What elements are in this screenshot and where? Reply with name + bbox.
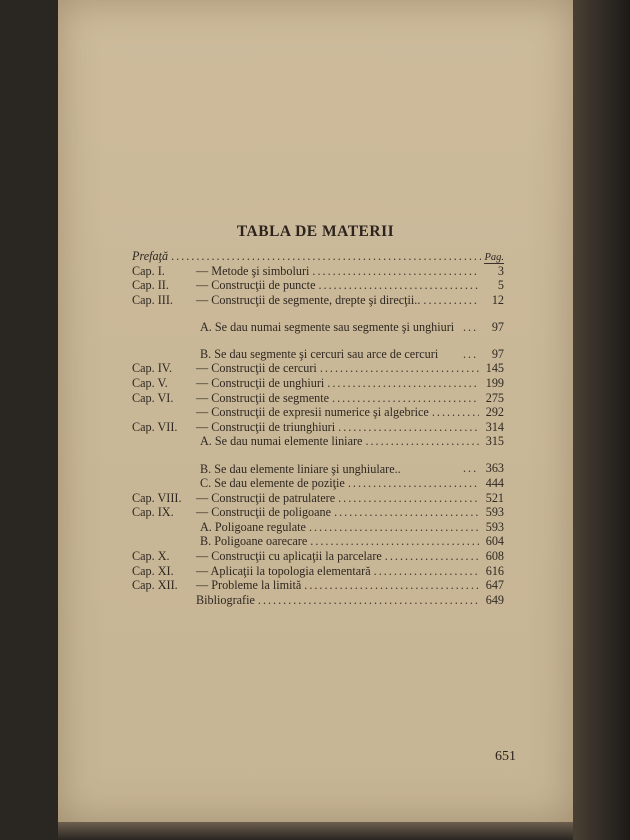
toc-row (132, 334, 504, 361)
chapter-number: Cap. IX. (132, 505, 174, 520)
book-page (58, 0, 573, 822)
page-ref: 363 (485, 461, 504, 476)
chapter-title: — Construcţii cu aplicaţii la parcelare (196, 548, 382, 563)
chapter-number: Cap. V. (132, 375, 168, 390)
toc-row (132, 520, 504, 535)
toc-row (132, 420, 504, 435)
toc-row (132, 264, 504, 279)
leader-dots (338, 420, 479, 435)
leader-dots (312, 264, 479, 279)
chapter-title: — Construcţii de segmente (196, 390, 330, 405)
book-bottom-shadow (58, 822, 573, 840)
chapter-number: Cap. XII. (132, 578, 178, 593)
chapter-title: A. Se dau numai segmente sau segmente şi unghiuri (200, 320, 455, 335)
leader-dots (365, 434, 479, 449)
chapter-number: Cap. IV. (132, 361, 173, 376)
chapter-title: — Construcţii de puncte (196, 278, 316, 293)
toc-entries (132, 264, 504, 608)
page-ref: 647 (485, 578, 504, 593)
page-ref: 444 (485, 475, 504, 490)
chapter-title: C. Se dau elemente de poziţie (200, 475, 345, 490)
page-ref: 315 (485, 434, 504, 449)
page-ref: 3 (497, 263, 504, 278)
toc-row (132, 307, 504, 334)
leader-dots (432, 405, 479, 420)
toc-row (132, 449, 504, 476)
toc-row (132, 293, 504, 308)
chapter-title: — Construcţii de triunghiuri (196, 419, 336, 434)
leader-dots (327, 376, 479, 391)
book-edge-shadow (573, 0, 630, 840)
page-ref: 145 (485, 361, 504, 376)
leader-dots (310, 534, 479, 549)
page-ref: 97 (491, 346, 504, 361)
page-ref: 314 (485, 419, 504, 434)
chapter-title: — Construcţii de patrulatere (196, 490, 336, 505)
page-number: 651 (495, 749, 516, 764)
chapter-number: Cap. I. (132, 263, 165, 278)
chapter-number: Cap. VIII. (132, 490, 182, 505)
toc-row (132, 549, 504, 564)
toc-row (132, 534, 504, 549)
chapter-number: Cap. XI. (132, 563, 174, 578)
page-ref: 593 (485, 519, 504, 534)
leader-dots (348, 476, 479, 491)
chapter-title: A. Se dau numai elemente liniare (200, 434, 363, 449)
leader-dots (304, 578, 479, 593)
leader-dots (332, 391, 479, 406)
chapter-title: — Aplicaţii la topologia elementară (196, 563, 371, 578)
page-ref: 275 (485, 390, 504, 405)
page-ref: 593 (485, 505, 504, 520)
toc-title: TABLA DE MATERII (236, 223, 395, 240)
chapter-title: B. Poligoane oarecare (200, 534, 308, 549)
leader-dots (309, 520, 479, 535)
leader-dots (338, 491, 479, 506)
toc-row (132, 578, 504, 593)
chapter-number: Cap. VI. (132, 390, 174, 405)
leader-dots (171, 249, 481, 264)
chapter-number: Cap. II. (132, 278, 169, 293)
pag-header: Pag. (484, 252, 504, 263)
chapter-number: Cap. X. (132, 548, 170, 563)
page-ref: 12 (491, 292, 504, 307)
page-ref: 604 (485, 534, 504, 549)
leader-dots (258, 593, 479, 608)
leader-dots (320, 361, 479, 376)
toc-row (132, 491, 504, 506)
chapter-title: A. Poligoane regulate (200, 519, 306, 534)
toc-row (132, 278, 504, 293)
page-ref: 521 (485, 490, 504, 505)
leader-dots (463, 347, 479, 362)
leader-dots (318, 278, 479, 293)
table-of-contents (132, 249, 504, 607)
chapter-number: Cap. III. (132, 292, 173, 307)
toc-row (132, 405, 504, 420)
toc-row (132, 476, 504, 491)
chapter-title: — Construcţii de unghiuri (196, 375, 325, 390)
toc-preface-row (132, 249, 504, 264)
preface-label: Prefaţă (132, 249, 169, 263)
chapter-title: — Construcţii de segmente, drepte şi direcţii.. (196, 292, 421, 307)
page-ref: 616 (485, 563, 504, 578)
chapter-title: — Construcţii de expresii numerice şi algebrice (196, 405, 429, 420)
toc-row (132, 505, 504, 520)
chapter-number: Cap. VII. (132, 419, 178, 434)
page-ref: 292 (485, 405, 504, 420)
chapter-title: B. Se dau elemente liniare şi unghiulare.. (200, 461, 401, 476)
chapter-title: — Construcţii de cercuri (196, 361, 317, 376)
leader-dots (374, 564, 479, 579)
toc-row (132, 361, 504, 376)
toc-row (132, 391, 504, 406)
page-ref: 199 (485, 375, 504, 390)
page-ref: 608 (485, 548, 504, 563)
chapter-title: — Metode şi simboluri (196, 263, 310, 278)
page-ref: 649 (485, 592, 504, 607)
toc-row (132, 434, 504, 449)
toc-row (132, 376, 504, 391)
leader-dots (463, 461, 479, 476)
leader-dots (423, 293, 479, 308)
leader-dots (385, 549, 479, 564)
leader-dots (334, 505, 479, 520)
toc-row (132, 593, 504, 608)
chapter-title: B. Se dau segmente şi cercuri sau arce de cercuri (200, 347, 439, 362)
toc-row (132, 564, 504, 579)
leader-dots (463, 320, 479, 335)
page-ref: 97 (491, 319, 504, 334)
page-ref: 5 (497, 278, 504, 293)
chapter-title: — Probleme la limită (196, 578, 302, 593)
chapter-title: — Construcţii de poligoane (196, 505, 332, 520)
chapter-title: Bibliografie (196, 592, 255, 607)
